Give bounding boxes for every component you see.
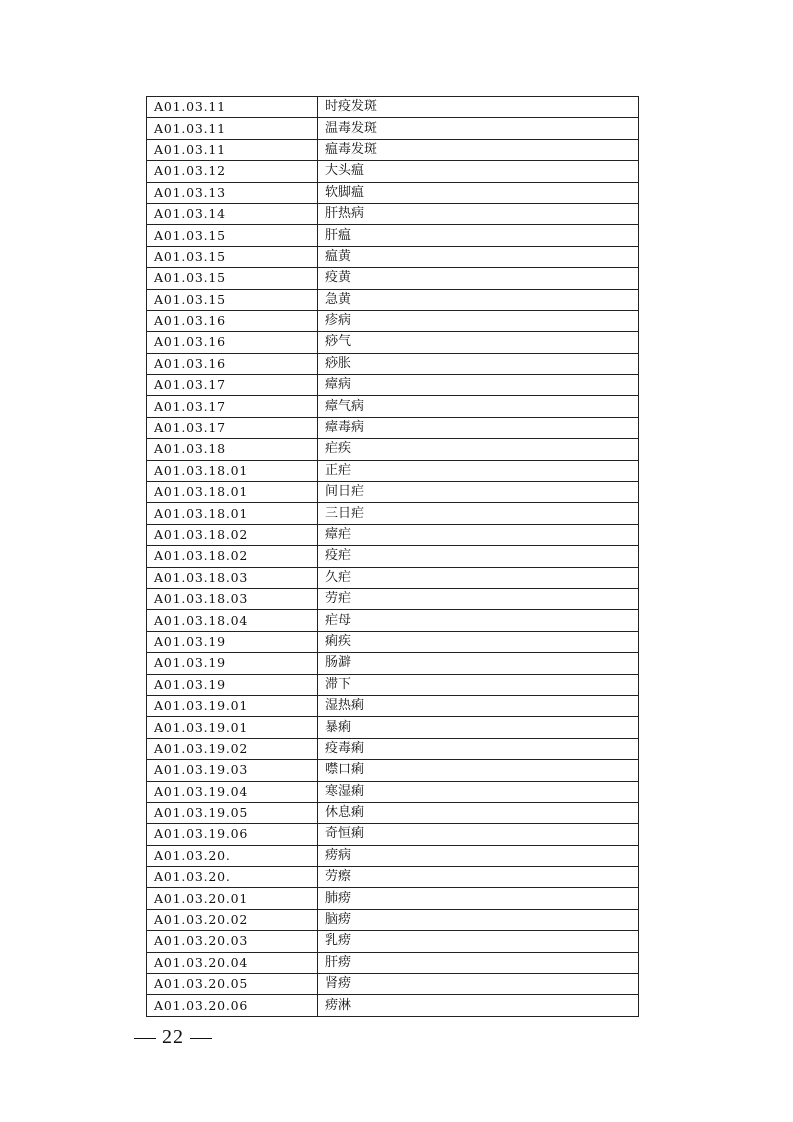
page-number-footer <box>128 1026 218 1049</box>
table-row <box>147 97 639 118</box>
code-cell: A01.03.18 <box>147 439 318 460</box>
right-dash <box>190 1038 212 1039</box>
table-row <box>147 631 639 652</box>
term-cell: 寒湿痢 <box>318 781 639 802</box>
left-dash <box>134 1038 156 1039</box>
term-cell: 大头瘟 <box>318 161 639 182</box>
term-cell: 瘴疟 <box>318 524 639 545</box>
term-cell: 肝瘟 <box>318 225 639 246</box>
code-cell: A01.03.12 <box>147 161 318 182</box>
term-cell: 瘟毒发斑 <box>318 139 639 160</box>
term-cell: 瘟黄 <box>318 246 639 267</box>
code-cell: A01.03.13 <box>147 182 318 203</box>
code-cell: A01.03.15 <box>147 268 318 289</box>
table-row <box>147 161 639 182</box>
term-cell: 劳疟 <box>318 588 639 609</box>
table-body <box>147 97 639 1017</box>
code-cell: A01.03.20.01 <box>147 888 318 909</box>
code-cell: A01.03.19 <box>147 653 318 674</box>
term-cell: 瘴毒病 <box>318 417 639 438</box>
code-cell: A01.03.19.04 <box>147 781 318 802</box>
code-cell: A01.03.18.02 <box>147 524 318 545</box>
code-cell: A01.03.11 <box>147 97 318 118</box>
table-row <box>147 653 639 674</box>
term-cell: 急黄 <box>318 289 639 310</box>
code-cell: A01.03.18.01 <box>147 460 318 481</box>
code-cell: A01.03.20.03 <box>147 931 318 952</box>
term-cell: 乳痨 <box>318 931 639 952</box>
table-row <box>147 867 639 888</box>
table-row <box>147 674 639 695</box>
table-row <box>147 781 639 802</box>
term-cell: 时疫发斑 <box>318 97 639 118</box>
code-cell: A01.03.11 <box>147 118 318 139</box>
term-cell: 肝热病 <box>318 203 639 224</box>
term-cell: 滞下 <box>318 674 639 695</box>
table-row <box>147 717 639 738</box>
table-row <box>147 203 639 224</box>
code-cell: A01.03.18.03 <box>147 567 318 588</box>
table-row <box>147 503 639 524</box>
table-row <box>147 931 639 952</box>
term-cell: 三日疟 <box>318 503 639 524</box>
table-row <box>147 460 639 481</box>
code-cell: A01.03.18.03 <box>147 588 318 609</box>
code-cell: A01.03.15 <box>147 246 318 267</box>
table-row <box>147 567 639 588</box>
term-cell: 正疟 <box>318 460 639 481</box>
term-cell: 久疟 <box>318 567 639 588</box>
term-cell: 痧胀 <box>318 353 639 374</box>
table-row <box>147 995 639 1016</box>
code-cell: A01.03.19.06 <box>147 824 318 845</box>
table-row <box>147 139 639 160</box>
term-cell: 疟疾 <box>318 439 639 460</box>
code-cell: A01.03.17 <box>147 396 318 417</box>
code-cell: A01.03.20.06 <box>147 995 318 1016</box>
table-row <box>147 802 639 823</box>
table-row <box>147 396 639 417</box>
code-cell: A01.03.16 <box>147 332 318 353</box>
table-row <box>147 974 639 995</box>
table-row <box>147 417 639 438</box>
term-cell: 瘴病 <box>318 375 639 396</box>
term-cell: 疫黄 <box>318 268 639 289</box>
term-cell: 奇恒痢 <box>318 824 639 845</box>
code-cell: A01.03.19.01 <box>147 695 318 716</box>
code-cell: A01.03.18.01 <box>147 482 318 503</box>
term-cell: 疫疟 <box>318 546 639 567</box>
term-cell: 痧气 <box>318 332 639 353</box>
term-cell: 暴痢 <box>318 717 639 738</box>
code-cell: A01.03.19.02 <box>147 738 318 759</box>
table-row <box>147 482 639 503</box>
term-cell: 肾痨 <box>318 974 639 995</box>
table-row <box>147 546 639 567</box>
table-row <box>147 610 639 631</box>
page-number: 22 <box>162 1026 184 1048</box>
term-cell: 温毒发斑 <box>318 118 639 139</box>
code-cell: A01.03.19.05 <box>147 802 318 823</box>
term-cell: 间日疟 <box>318 482 639 503</box>
code-cell: A01.03.19.03 <box>147 760 318 781</box>
term-cell: 肝痨 <box>318 952 639 973</box>
term-cell: 噤口痢 <box>318 760 639 781</box>
term-cell: 疹病 <box>318 310 639 331</box>
table-row <box>147 524 639 545</box>
table-row <box>147 246 639 267</box>
code-cell: A01.03.20.02 <box>147 909 318 930</box>
code-cell: A01.03.14 <box>147 203 318 224</box>
table-row <box>147 695 639 716</box>
table-row <box>147 375 639 396</box>
code-cell: A01.03.20.05 <box>147 974 318 995</box>
table-row <box>147 225 639 246</box>
code-cell: A01.03.19.01 <box>147 717 318 738</box>
code-cell: A01.03.17 <box>147 375 318 396</box>
term-cell: 痨淋 <box>318 995 639 1016</box>
code-cell: A01.03.16 <box>147 353 318 374</box>
table-row <box>147 845 639 866</box>
code-cell: A01.03.11 <box>147 139 318 160</box>
code-cell: A01.03.20. <box>147 845 318 866</box>
table-row <box>147 760 639 781</box>
table-row <box>147 353 639 374</box>
term-cell: 瘴气病 <box>318 396 639 417</box>
code-cell: A01.03.18.02 <box>147 546 318 567</box>
code-cell: A01.03.18.01 <box>147 503 318 524</box>
term-cell: 湿热痢 <box>318 695 639 716</box>
term-cell: 脑痨 <box>318 909 639 930</box>
table-row <box>147 439 639 460</box>
term-cell: 疫毒痢 <box>318 738 639 759</box>
code-cell: A01.03.15 <box>147 225 318 246</box>
term-cell: 疟母 <box>318 610 639 631</box>
table-row <box>147 588 639 609</box>
term-cell: 软脚瘟 <box>318 182 639 203</box>
term-cell: 痢疾 <box>318 631 639 652</box>
term-cell: 肺痨 <box>318 888 639 909</box>
code-cell: A01.03.19 <box>147 631 318 652</box>
table-row <box>147 888 639 909</box>
code-cell: A01.03.17 <box>147 417 318 438</box>
table-row <box>147 268 639 289</box>
code-cell: A01.03.15 <box>147 289 318 310</box>
table-row <box>147 289 639 310</box>
table-row <box>147 952 639 973</box>
code-cell: A01.03.18.04 <box>147 610 318 631</box>
term-cell: 痨病 <box>318 845 639 866</box>
term-cell: 劳瘵 <box>318 867 639 888</box>
code-cell: A01.03.16 <box>147 310 318 331</box>
term-cell: 休息痢 <box>318 802 639 823</box>
table-row <box>147 182 639 203</box>
code-cell: A01.03.20. <box>147 867 318 888</box>
term-cell: 肠澼 <box>318 653 639 674</box>
code-cell: A01.03.20.04 <box>147 952 318 973</box>
table-row <box>147 332 639 353</box>
code-cell: A01.03.19 <box>147 674 318 695</box>
table-row <box>147 909 639 930</box>
table-row <box>147 118 639 139</box>
table-row <box>147 824 639 845</box>
code-term-table <box>146 96 639 1017</box>
table-row <box>147 738 639 759</box>
table-row <box>147 310 639 331</box>
